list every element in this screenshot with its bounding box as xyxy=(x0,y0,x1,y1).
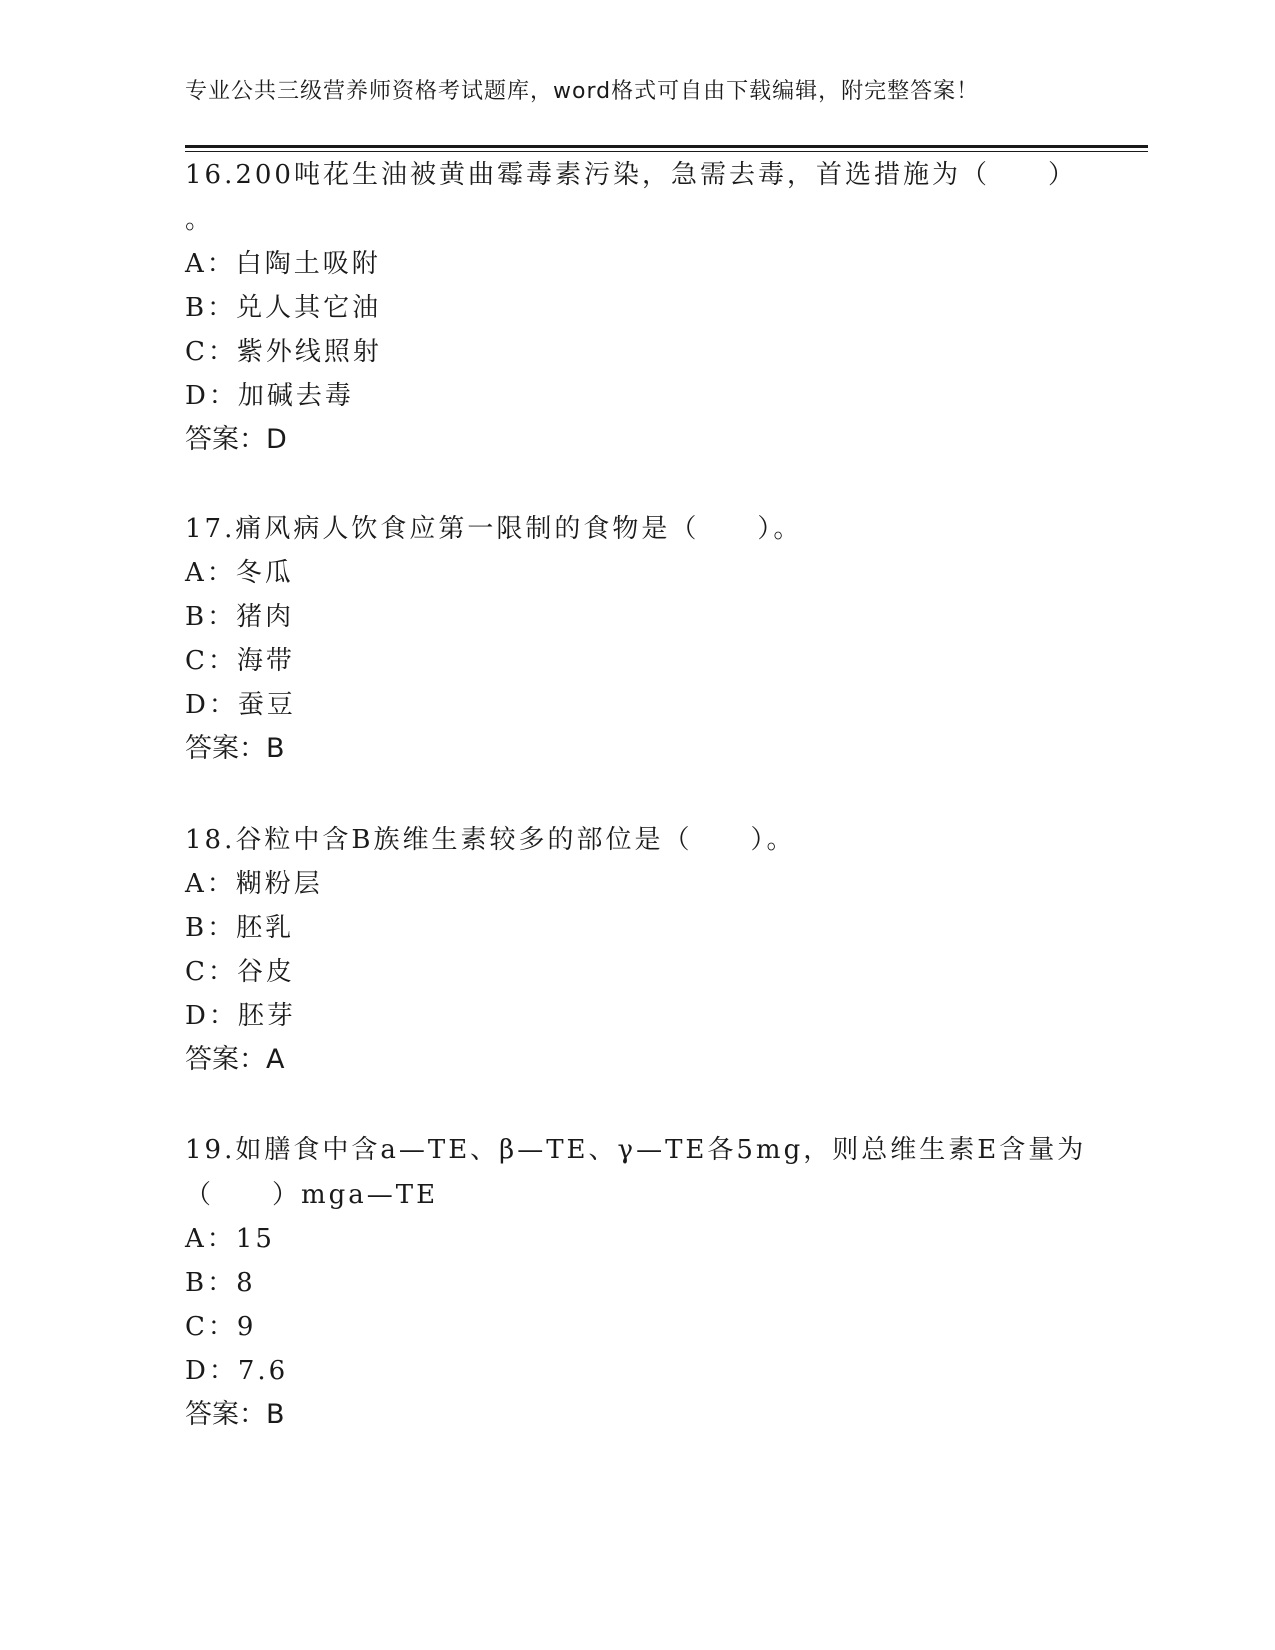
question-17-option-d: D：蚕豆 xyxy=(185,690,296,720)
question-18-stem: 18.谷粒中含B族维生素较多的部位是（ ）。 xyxy=(185,825,796,855)
question-19-stem-continued: （ ）mga—TE xyxy=(185,1180,439,1210)
page-header: 专业公共三级营养师资格考试题库，word格式可自由下载编辑，附完整答案！ xyxy=(185,79,980,104)
question-19-option-b: B：8 xyxy=(185,1268,256,1298)
question-18-option-d: D：胚芽 xyxy=(185,1001,296,1031)
question-16-option-c: C：紫外线照射 xyxy=(185,337,382,367)
question-18-option-c: C：谷皮 xyxy=(185,957,295,987)
question-17-option-c: C：海带 xyxy=(185,646,295,676)
question-18-option-a: A：糊粉层 xyxy=(185,869,323,899)
question-17-option-a: A：冬瓜 xyxy=(185,558,294,588)
question-16-answer: 答案：D xyxy=(185,424,287,455)
question-17-answer: 答案：B xyxy=(185,733,285,764)
question-18-answer: 答案：A xyxy=(185,1044,285,1075)
question-18-option-b: B：胚乳 xyxy=(185,913,295,943)
question-17-stem: 17.痛风病人饮食应第一限制的食物是（ ）。 xyxy=(185,514,803,544)
question-16-option-d: D：加碱去毒 xyxy=(185,381,354,411)
header-divider-thick xyxy=(185,145,1148,148)
question-16-option-a: A：白陶土吸附 xyxy=(185,249,381,279)
question-16-stem-continued: 。 xyxy=(185,205,215,235)
question-17-option-b: B：猪肉 xyxy=(185,602,295,632)
question-19-option-c: C：9 xyxy=(185,1312,257,1342)
question-19-option-d: D：7.6 xyxy=(185,1356,289,1386)
question-19-stem: 19.如膳食中含a—TE、β—TE、γ—TE各5mg，则总维生素E含量为 xyxy=(185,1135,1087,1165)
question-16-option-b: B：兑人其它油 xyxy=(185,293,382,323)
header-divider-thin xyxy=(185,151,1148,152)
question-19-answer: 答案：B xyxy=(185,1399,285,1430)
question-16-stem: 16.200吨花生油被黄曲霉毒素污染，急需去毒，首选措施为（ ） xyxy=(185,160,1077,190)
question-19-option-a: A：15 xyxy=(185,1224,275,1254)
